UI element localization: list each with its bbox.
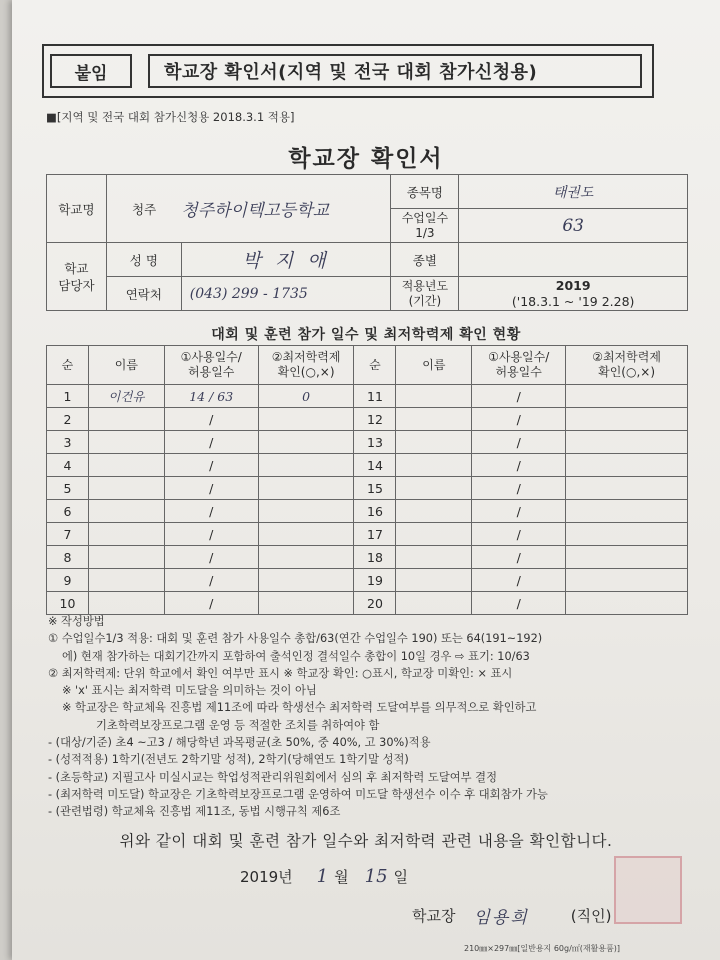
note-1a: ① 수업일수1/3 적용: 대회 및 훈련 참가 사용일수 총합/63(연간 수업일수 190) 또는 64(191~192) [48,632,543,646]
cell-name [396,569,472,592]
cell-days: / [472,592,566,615]
cell-days: 14 / 63 [164,385,258,408]
days-value: 63 [459,209,688,243]
cell-name [396,523,472,546]
cell-check [258,477,354,500]
cell-no: 10 [47,592,89,615]
cell-name: 이건유 [88,385,164,408]
cell-no: 18 [354,546,396,569]
date-month-unit: 월 [334,868,349,886]
cell-check [258,408,354,431]
header-check [566,346,688,385]
cell-name [396,385,472,408]
table-row [47,569,688,592]
gender-label: 종별 [391,243,459,277]
days-label-line2: 1/3 [415,225,435,240]
cell-days: / [164,500,258,523]
cell-name [88,592,164,615]
cell-days: / [472,477,566,500]
cell-days: / [472,454,566,477]
cell-name [88,569,164,592]
principal-label: 학교장 [412,907,456,925]
header-check-line1: ②최저학력제 [592,350,661,364]
cell-no: 3 [47,431,89,454]
cell-name [396,431,472,454]
table-row [47,500,688,523]
header-days-line2: 허용일수 [495,365,542,379]
note-7: - (초등학교) 지필고사 미실시교는 학업성적관리위원회에서 심의 후 최저학력 도달여부 결정 [48,770,497,784]
days-label [391,209,459,243]
table-row [47,592,688,615]
note-8: - (최저학력 미도달) 학교장은 기초학력보장프로그램 운영하여 미도달 학생선수 이수 후 대회참가 가능 [48,787,548,801]
cell-days: / [472,500,566,523]
apply-period: ('18.3.1 ~ '19 2.28) [511,293,635,309]
date-day: 15 [364,866,388,887]
cell-check [566,385,688,408]
date-day-unit: 일 [393,868,409,886]
manager-label [47,243,107,311]
paper-spec-footer: 210㎜×297㎜[일반용지 60g/㎡(재활용품)] [464,944,621,953]
cell-days: / [472,546,566,569]
cell-no: 13 [354,431,396,454]
table-row [47,523,688,546]
header-days-line2: 허용일수 [188,365,235,379]
header-name: 이름 [88,346,164,385]
cell-no: 4 [47,454,89,477]
cell-name [396,546,472,569]
attachment-tag: 붙임 [50,54,132,88]
cell-name [88,431,164,454]
header-no: 순 [47,346,89,385]
official-seal-stamp [614,856,682,924]
note-5: - (대상/기준) 초4 ~고3 / 해당학년 과목평균(초 50%, 중 40%, 고 30%)적용 [48,736,431,750]
cell-days: / [472,408,566,431]
cell-days: / [472,523,566,546]
cell-name [396,408,472,431]
notes-heading: ※ 작성방법 [48,615,105,628]
note-2: ② 최저학력제: 단위 학교에서 확인 여부만 표시 ※ 학교장 확인: ○표시, 학교장 미확인: × 표시 [48,666,513,680]
applicability-note: ■[지역 및 전국 대회 참가신청용 2018.3.1 적용] [46,110,295,124]
confirmation-statement: 위와 같이 대회 및 훈련 참가 일수와 최저학력 관련 내용을 확인합니다. [119,832,613,850]
cell-days: / [472,569,566,592]
cell-check [566,592,688,615]
manager-label-line1: 학교 [64,260,89,276]
cell-name [88,500,164,523]
document-page [12,0,720,960]
cell-no: 11 [354,385,396,408]
cell-no: 20 [354,592,396,615]
note-4b: 기초학력보장프로그램 운영 등 적절한 조치를 취하여야 함 [96,718,380,732]
name-value: 박 지 애 [181,243,391,277]
cell-check [566,408,688,431]
document-title: 학교장 확인서 [288,146,444,172]
note-3: ※ 'x' 표시는 최저학력 미도달을 의미하는 것이 아님 [62,684,317,698]
days-label-line1: 수업일수 [401,210,449,225]
cell-check [258,592,354,615]
cell-check [566,523,688,546]
header-days [472,346,566,385]
cell-no: 16 [354,500,396,523]
cell-check [258,431,354,454]
school-label: 학교명 [47,175,107,243]
participation-table [46,345,688,615]
event-label: 종목명 [391,175,459,209]
note-9: - (관련법령) 학교체육 진흥법 제11조, 동법 시행규칙 제6조 [48,805,341,819]
note-6: - (성적적용) 1학기(전년도 2학기말 성적), 2학기(당해연도 1학기말 성적) [48,753,409,767]
header-box [42,44,654,98]
cell-days: / [164,477,258,500]
cell-no: 14 [354,454,396,477]
cell-no: 5 [47,477,89,500]
table-row [47,546,688,569]
cell-check [566,546,688,569]
cell-no: 19 [354,569,396,592]
cell-no: 1 [47,385,89,408]
note-1b: 에) 현재 참가하는 대회기간까지 포함하여 출석인정 결석일수 총합이 10일 경우 ⇨ 표기: 10/63 [62,649,530,663]
cell-no: 2 [47,408,89,431]
header-name: 이름 [396,346,472,385]
cell-check [258,454,354,477]
header-no: 순 [354,346,396,385]
cell-days: / [164,569,258,592]
cell-check [566,500,688,523]
header-check-line1: ②최저학력제 [271,350,341,364]
table-row [47,454,688,477]
cell-no: 15 [354,477,396,500]
table-row [47,477,688,500]
cell-name [88,546,164,569]
contact-label: 연락처 [106,277,181,311]
cell-check [566,569,688,592]
principal-signature: 임용희 [473,908,529,928]
apply-label-line1: 적용년도 [401,278,449,293]
seal-label: (직인) [570,907,612,925]
header-title: 학교장 확인서(지역 및 전국 대회 참가신청용) [148,54,642,88]
cell-no: 8 [47,546,89,569]
issue-date [240,866,408,887]
cell-name [396,477,472,500]
header-check-line2: 확인(○,×) [598,365,655,379]
cell-check [258,523,354,546]
table-row [47,385,688,408]
cell-check [258,569,354,592]
cell-check: 0 [258,385,354,408]
school-info-table [46,174,688,311]
instructions [48,613,688,821]
gender-value [459,243,688,277]
apply-label-line2: (기간) [408,293,442,308]
note-4a: ※ 학교장은 학교체육 진흥법 제11조에 따라 학생선수 최저학력 도달여부를 의무적으로 확인하고 [62,701,537,715]
name-label: 성 명 [106,243,181,277]
cell-name [396,592,472,615]
cell-name [88,454,164,477]
cell-no: 17 [354,523,396,546]
cell-check [566,477,688,500]
header-check-line2: 확인(○,×) [277,365,335,379]
cell-no: 9 [47,569,89,592]
apply-year: 2019 [555,277,591,293]
date-year: 2019년 [240,868,293,886]
section-title: 대회 및 훈련 참가 일수 및 최저학력제 확인 현황 [211,327,521,343]
cell-check [566,454,688,477]
manager-label-line2: 담당자 [58,277,95,293]
school-name: 청주하이텍고등학교 [181,175,391,243]
cell-name [88,523,164,546]
header-check [258,346,354,385]
date-month: 1 [316,866,329,887]
header-days-line1: ①사용일수/ [180,350,242,364]
principal-signature-block [412,903,611,928]
apply-label [391,277,459,311]
cell-days: / [164,454,258,477]
contact-value: (043) 299 - 1735 [181,277,391,311]
cell-name [396,500,472,523]
cell-check [258,500,354,523]
header-days [164,346,258,385]
cell-days: / [164,431,258,454]
cell-name [88,477,164,500]
apply-value [459,277,688,311]
cell-days: / [164,408,258,431]
cell-days: / [164,592,258,615]
header-days-line1: ①사용일수/ [488,350,550,364]
cell-days: / [164,546,258,569]
table-body [47,385,688,615]
cell-check [258,546,354,569]
cell-days: / [472,431,566,454]
cell-days: / [164,523,258,546]
cell-name [396,454,472,477]
cell-days: / [472,385,566,408]
table-row [47,408,688,431]
table-header-row [47,346,688,385]
cell-no: 6 [47,500,89,523]
cell-no: 12 [354,408,396,431]
cell-check [566,431,688,454]
school-region: 청주 [106,175,181,243]
cell-name [88,408,164,431]
table-row [47,431,688,454]
event-value: 태권도 [459,175,688,209]
cell-no: 7 [47,523,89,546]
